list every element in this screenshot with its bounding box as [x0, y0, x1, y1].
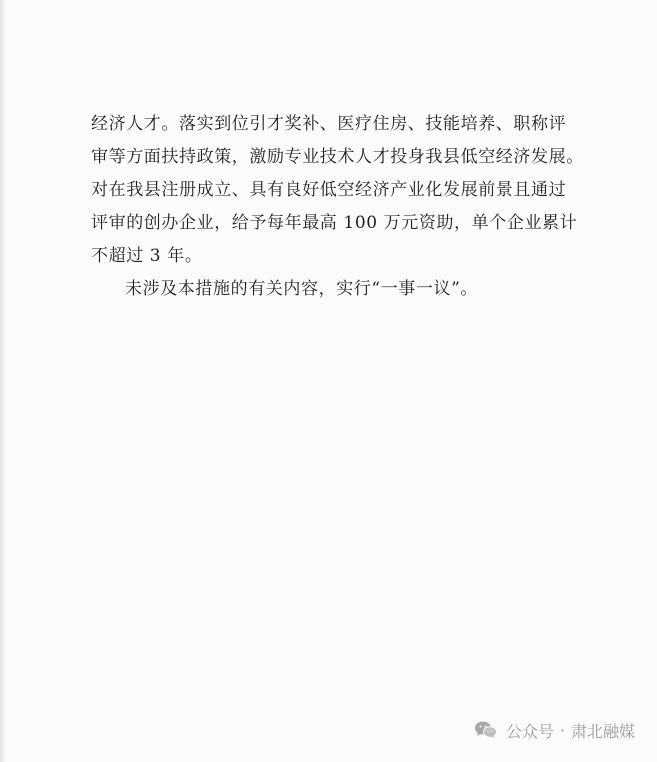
body-line-1: 经济人才。落实到位引才奖补、医疗住房、技能培养、职称评 — [91, 114, 567, 134]
watermark-separator: · — [559, 720, 565, 740]
document-body — [91, 108, 611, 306]
wechat-watermark — [474, 718, 635, 742]
watermark-prefix: 公众号 — [505, 721, 554, 741]
page-edge-shadow — [0, 0, 6, 762]
body-line-4: 评审的创办企业，给予每年最高 100 万元资助，单个企业累计 — [91, 213, 578, 233]
body-line-2: 审等方面扶持政策，激励专业技术人才投身我县低空经济发展。 — [91, 147, 584, 167]
watermark-account: 肃北融媒 — [570, 721, 635, 741]
wechat-icon — [474, 720, 498, 740]
body-line-3: 对在我县注册成立、具有良好低空经济产业化发展前景且通过 — [91, 180, 567, 200]
body-line-5: 不超过 3 年。 — [91, 246, 203, 266]
last-paragraph: 未涉及本措施的有关内容，实行“一事一议”。 — [125, 279, 478, 299]
